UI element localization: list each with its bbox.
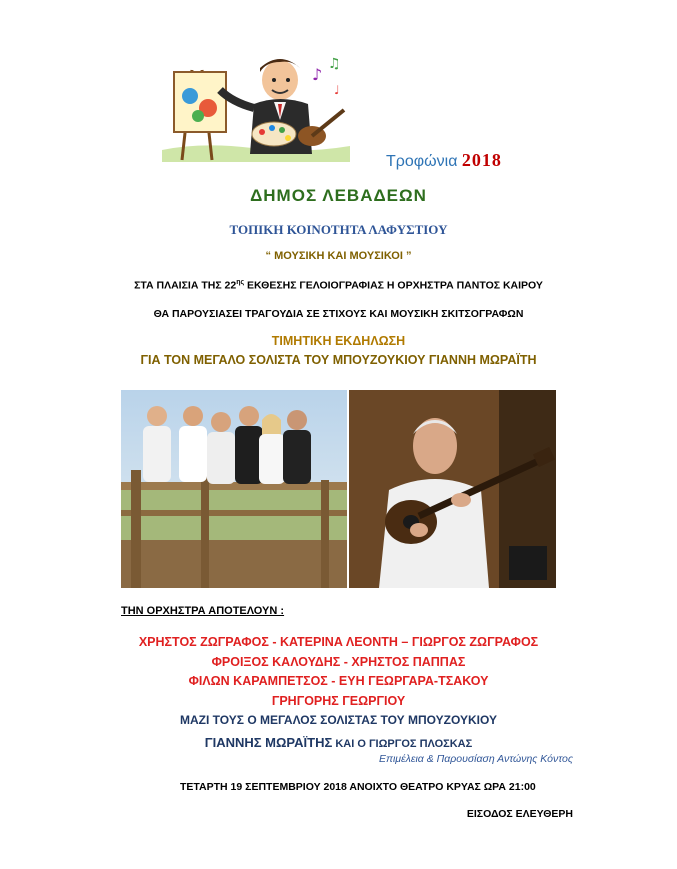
event-date-venue: ΤΕΤΑΡΤΗ 19 ΣΕΠΤΕΜΒΡΙΟΥ 2018 ΑΝΟΙΧΤΟ ΘΕΑΤΡΟ ΚΡΥΑΣ ΩΡΑ 21:00 [180, 781, 536, 793]
festival-year: 2018 [461, 150, 502, 170]
caricature-painter-musician-illustration [162, 50, 350, 162]
svg-text:♩: ♩ [334, 83, 340, 97]
members-line-3: ΦΙΛΩΝ ΚΑΡΑΜΠΕΤΣΟΣ - ΕΥΗ ΓΕΩΡΓΑΡΑ-ΤΣΑΚΟΥ [188, 674, 489, 688]
members-line-2: ΦΡΟΙΞΟΣ ΚΑΛΟΥΔΗΣ - ΧΡΗΣΤΟΣ ΠΑΠΠΑΣ [211, 655, 466, 669]
soloist-names-line [0, 734, 677, 752]
intro-line-1: ΣΤΑ ΠΛΑΙΣΙΑ ΤΗΣ $22^{\eta\varsigma}$ ΕΚΘΕΣΗΣ ΓΕΛΟΙΟΓΡΑΦΙΑΣ Η ΟΡΧΗΣΤΡΑ ΠΑΝΤΟΣ ΚΑΙΡΟΥ [134, 279, 543, 292]
soloist-connector: ΚΑΙ Ο [332, 738, 369, 750]
svg-text:♫: ♫ [328, 56, 341, 72]
soloist-name: ΓΙΑΝΝΗΣ ΜΩΡΑΪΤΗΣ [204, 735, 333, 750]
free-entry-note: ΕΙΣΟΔΟΣ ΕΛΕΥΘΕΡΗ [466, 808, 573, 820]
honor-subtitle: ΓΙΑ ΤΟΝ ΜΕΓΑΛΟ ΣΟΛΙΣΤΑ ΤΟΥ ΜΠΟΥΖΟΥΚΙΟΥ ΓΙΑΝΝΗ ΜΩΡΑΪΤΗ [140, 353, 537, 367]
event-title: “ ΜΟΥΣΙΚΗ ΚΑΙ ΜΟΥΣΙΚΟΙ ” [265, 250, 412, 262]
festival-label [386, 150, 502, 171]
members-line-1: ΧΡΗΣΤΟΣ ΖΩΓΡΑΦΟΣ - ΚΑΤΕΡΙΝΑ ΛΕΟΝΤΗ – ΓΙΩΡΓΟΣ ΖΩΓΡΑΦΟΣ [138, 635, 539, 649]
community-heading: ΤΟΠΙΚΗ ΚΟΙΝΟΤΗΤΑ ΛΑΦΥΣΤΙΟΥ [229, 222, 448, 237]
svg-text:♪: ♪ [312, 65, 323, 84]
members-line-4: ΓΡΗΓΟΡΗΣ ΓΕΩΡΓΙΟΥ [271, 694, 406, 708]
soloist-bouzouki-photo [349, 390, 556, 588]
municipality-heading: ΔΗΜΟΣ ΛΕΒΑΔΕΩΝ [250, 186, 427, 205]
curation-credit: Επιμέλεια & Παρουσίαση Αντώνης Κόντος [378, 753, 573, 765]
orchestra-group-photo [121, 390, 347, 588]
soloist-intro-line: ΜΑΖΙ ΤΟΥΣ Ο ΜΕΓΑΛΟΣ ΣΟΛΙΣΤΑΣ ΤΟΥ ΜΠΟΥΖΟΥΚΙΟΥ [180, 713, 497, 727]
guest-name: ΓΙΩΡΓΟΣ ΠΛΟΣΚΑΣ [368, 738, 473, 750]
festival-name: Τροφώνια [386, 153, 458, 170]
orchestra-heading: ΤΗΝ ΟΡΧΗΣΤΡΑ ΑΠΟΤΕΛΟΥΝ : [121, 605, 285, 617]
honor-title: ΤΙΜΗΤΙΚΗ ΕΚΔΗΛΩΣΗ [271, 334, 406, 348]
intro-line-2: ΘΑ ΠΑΡΟΥΣΙΑΣΕΙ ΤΡΑΓΟΥΔΙΑ ΣΕ ΣΤΙΧΟΥΣ ΚΑΙ ΜΟΥΣΙΚΗ ΣΚΙΤΣΟΓΡΑΦΩΝ [153, 308, 524, 320]
